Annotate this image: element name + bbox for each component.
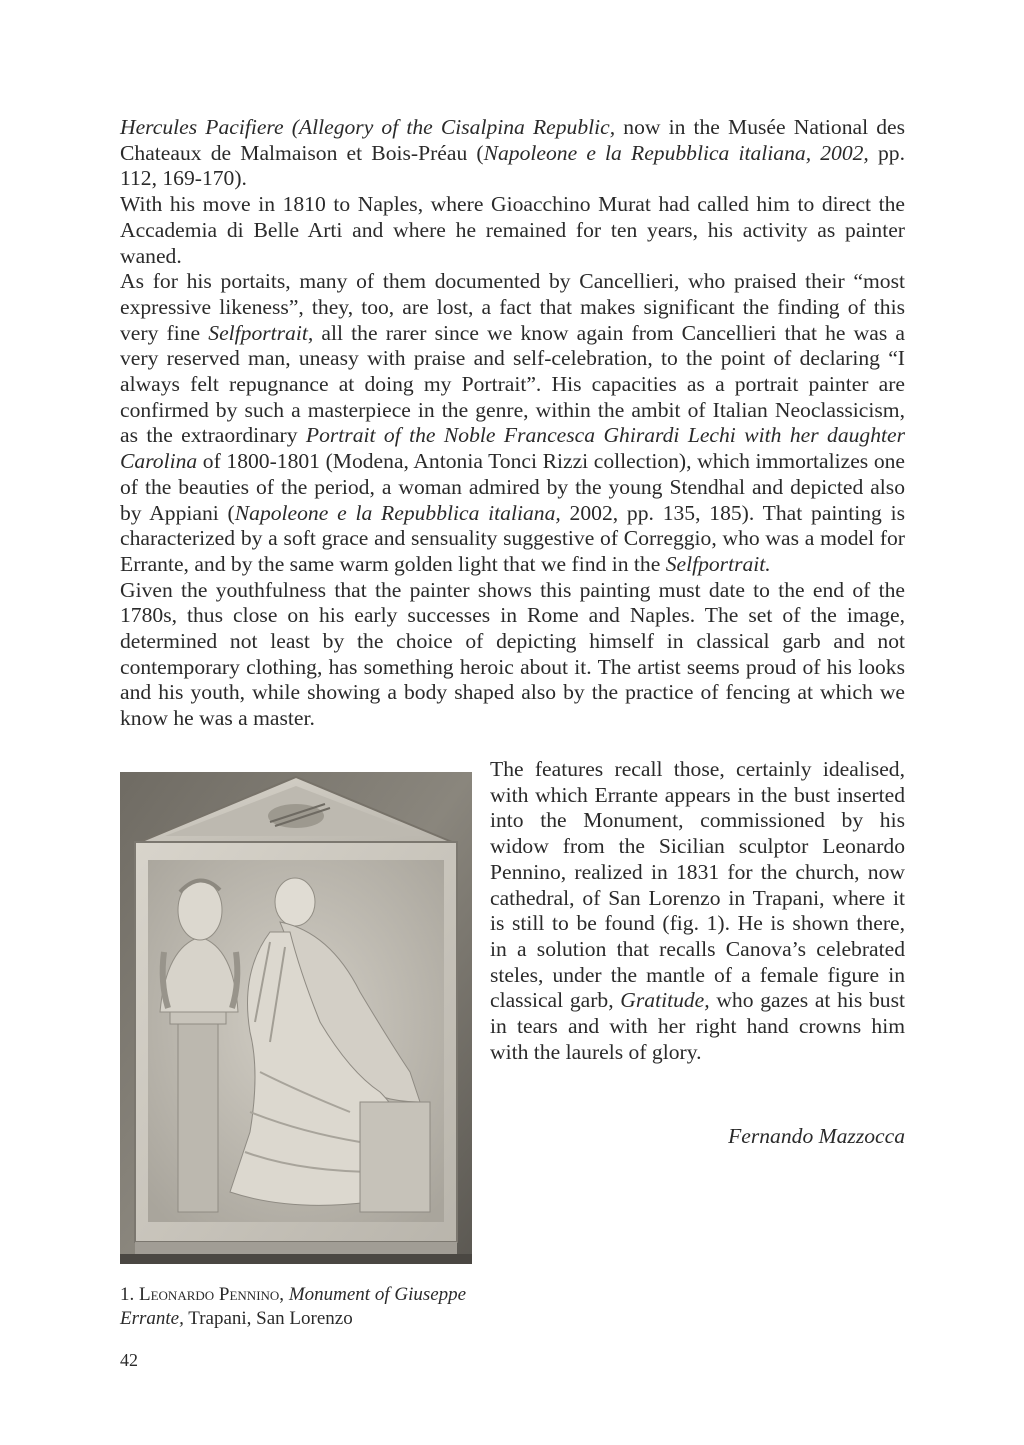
text-italic: Gratitude, xyxy=(620,988,710,1013)
text-span: The features recall those, certainly idealised, with which Errante appears in the bust inserted into the Monument, commissioned by his widow from the Sicilian sculptor Leonardo Pennino, realized in 1831 for the church, now cathedral, of San Lorenzo in Trapani, where it is still to be found (fig. 1). He is shown there, in a solution that recalls Canova’s celebrated steles, under the mantle of a female figure in classical garb, xyxy=(490,757,905,1013)
paragraph-5 xyxy=(490,757,905,1065)
paragraph-4: Given the youthfulness that the painter shows this painting must date to the end of the 1780s, thus close on his early successes in Rome and Naples. The set of the image, determined not least by the choice of depicting himself in classical garb and not contemporary clothing, has something heroic about it. The artist seems proud of his looks and his youth, while showing a body shaped also by the practice of fencing at which we know he was a master. xyxy=(120,577,905,731)
text-span: all the rarer since we know again from Cancellieri that he was a very reserved man, uneasy with praise and self-celebration, to the point of declaring “I always felt repugnance at doing my Portrait”. His capacities as a portrait painter are confirmed by such a masterpiece in the genre, within the ambit of Italian Neoclassicism, as the extraordinary xyxy=(120,320,905,448)
marble-relief-photo-icon xyxy=(120,772,472,1264)
text-italic: Selfportrait, xyxy=(208,320,314,345)
paragraph-1 xyxy=(120,115,905,192)
text-italic: Napoleone e la Repubblica italiana, 2002, xyxy=(483,140,869,165)
text-italic: Selfportrait. xyxy=(665,551,771,576)
text-span: pp. 112, 169-170). xyxy=(120,140,905,191)
figure-caption xyxy=(120,1283,475,1331)
side-paragraph xyxy=(490,757,905,1065)
author-signature: Fernando Mazzocca xyxy=(728,1124,905,1148)
page-number: 42 xyxy=(120,1350,138,1370)
paragraph-2: With his move in 1810 to Naples, where Gioacchino Murat had called him to direct the Accademia di Belle Arti and where he remained for ten years, his activity as painter waned. xyxy=(120,192,905,268)
text-italic: Napoleone e la Repubblica italiana, xyxy=(234,500,561,525)
monument-relief-figure xyxy=(120,772,472,1264)
main-text xyxy=(120,115,905,732)
text-span: 2002, pp. 135, 185). That painting is characterized by a soft grace and sensuality suggestive of Correggio, who was a model for Errante, and by the same warm golden light that we find in the xyxy=(120,500,905,576)
text-span: As for his portaits, many of them documented by Cancellieri, who praised their “most expressive likeness”, they, too, are lost, a fact that makes significant the finding of this very fine xyxy=(120,269,905,345)
text-span: of 1800-1801 (Modena, Antonia Tonci Rizzi collection), which immortalizes one of the beauties of the period, a woman admired by the young Stendhal and depicted also by Appiani ( xyxy=(120,449,905,525)
caption-place: Trapani, San Lorenzo xyxy=(183,1308,353,1329)
caption-number: 1. xyxy=(120,1284,139,1305)
text-span: now in the Musée National des Chateaux de Malmaison et Bois-Préau ( xyxy=(120,115,905,165)
caption-author: Leonardo Pennino, xyxy=(139,1284,285,1305)
paragraph-3 xyxy=(120,269,905,577)
caption-title: Monument of Giuseppe Errante, xyxy=(120,1284,467,1329)
text-italic: Portrait of the Noble Francesca Ghirardi Lechi with her daughter Carolina xyxy=(120,423,905,474)
text-span: who gazes at his bust in tears and with her right hand crowns him with the laurels of glory. xyxy=(490,988,905,1064)
text-italic: Hercules Pacifiere (Allegory of the Cisalpina Republic, xyxy=(120,115,616,139)
